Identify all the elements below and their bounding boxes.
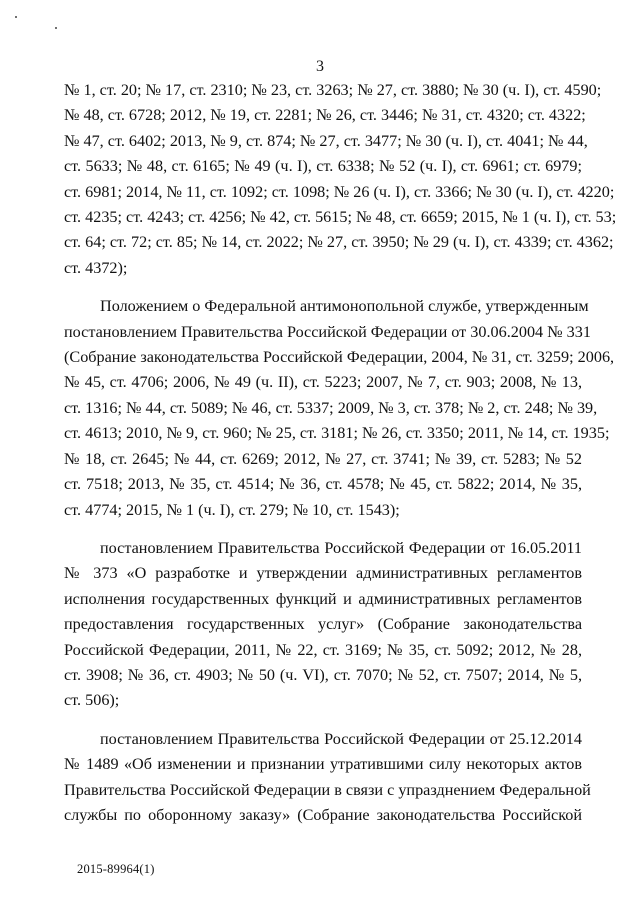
scan-speck: [15, 16, 17, 18]
paragraph-4: [64, 727, 591, 829]
text-line: № 45, ст. 4706; 2006, № 49 (ч. II), ст. 5223; 2007, № 7, ст. 903; 2008, № 13,: [64, 373, 582, 392]
paragraph-2: [64, 294, 615, 523]
text-line: ст. 4235; ст. 4243; ст. 4256; № 42, ст. 5615; № 48, ст. 6659; 2015, № 1 (ч. I), ст. 53;: [64, 208, 617, 227]
text-line: № 373 «О разработке и утверждении административных регламентов: [64, 564, 582, 583]
text-line: (Собрание законодательства Российской Федерации, 2004, № 31, ст. 3259; 2006,: [64, 348, 615, 367]
text-line: ст. 6981; 2014, № 11, ст. 1092; ст. 1098; № 26 (ч. I), ст. 3366; № 30 (ч. I), ст. 4220;: [64, 182, 615, 201]
text-line: ст. 506);: [64, 691, 120, 710]
text-line: постановлением Правительства Российской Федерации от 30.06.2004 № 331: [64, 322, 591, 341]
text-line: ст. 5633; № 48, ст. 6165; № 49 (ч. I), ст. 6338; № 52 (ч. I), ст. 6961; ст. 6979;: [64, 157, 582, 176]
text-line: Российской Федерации, 2011, № 22, ст. 3169; № 35, ст. 5092; 2012, № 28,: [64, 640, 582, 659]
text-line: ст. 7518; 2013, № 35, ст. 4514; № 36, ст. 4578; № 45, ст. 5822; 2014, № 35,: [64, 475, 582, 494]
text-line: ст. 4372);: [64, 258, 128, 277]
text-line: постановлением Правительства Российской Федерации от 16.05.2011: [100, 538, 582, 557]
text-line: исполнения государственных функций и административных регламентов: [64, 589, 582, 608]
text-line: ст. 4774; 2015, № 1 (ч. I), ст. 279; № 10, ст. 1543);: [64, 500, 400, 519]
text-line: № 48, ст. 6728; 2012, № 19, ст. 2281; № 26, ст. 3446; № 31, ст. 4320; ст. 4322;: [64, 106, 586, 125]
document-code: 2015-89964(1): [77, 862, 155, 876]
text-line: ст. 3908; № 36, ст. 4903; № 50 (ч. VI), ст. 7070; № 52, ст. 7507; 2014, № 5,: [64, 665, 582, 684]
text-line: Правительства Российской Федерации в связи с упразднением Федеральной: [64, 780, 591, 799]
text-line: предоставления государственных услуг» (Собрание законодательства: [64, 615, 582, 634]
text-line: № 47, ст. 6402; 2013, № 9, ст. 874; № 27, ст. 3477; № 30 (ч. I), ст. 4041; № 44,: [64, 131, 588, 150]
text-line: ст. 64; ст. 72; ст. 85; № 14, ст. 2022; № 27, ст. 3950; № 29 (ч. I), ст. 4339; ст. 4362;: [64, 233, 614, 252]
paragraph-3: [64, 536, 582, 714]
document-body: [64, 78, 617, 828]
text-line: постановлением Правительства Российской Федерации от 25.12.2014: [100, 729, 582, 748]
scan-speck: [55, 27, 57, 29]
paragraph-1: [64, 78, 617, 281]
page-number: 3: [316, 58, 324, 75]
text-line: Положением о Федеральной антимонопольной службе, утвержденным: [100, 297, 589, 316]
text-line: ст. 1316; № 44, ст. 5089; № 46, ст. 5337; 2009, № 3, ст. 378; № 2, ст. 248; № 39,: [64, 398, 598, 417]
text-line: службы по оборонному заказу» (Собрание законодательства Российской: [64, 805, 582, 824]
text-line: № 1, ст. 20; № 17, ст. 2310; № 23, ст. 3263; № 27, ст. 3880; № 30 (ч. I), ст. 4590;: [64, 81, 602, 99]
text-line: № 18, ст. 2645; № 44, ст. 6269; 2012, № 27, ст. 3741; № 39, ст. 5283; № 52: [64, 449, 582, 468]
text-line: ст. 4613; 2010, № 9, ст. 960; № 25, ст. 3181; № 26, ст. 3350; 2011, № 14, ст. 1935;: [64, 424, 610, 443]
text-line: № 1489 «Об изменении и признании утратившими силу некоторых актов: [64, 755, 582, 774]
